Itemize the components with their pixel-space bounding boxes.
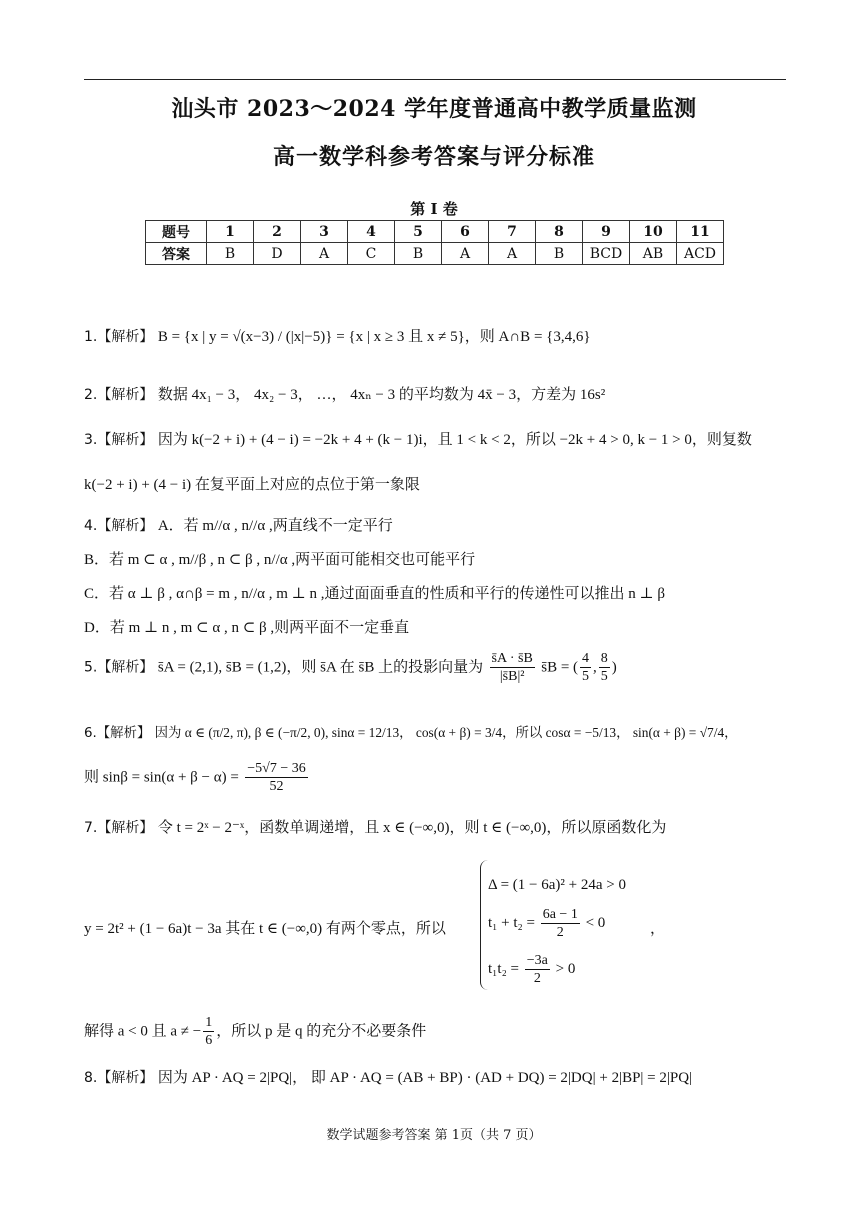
fraction-denominator: 6	[205, 1033, 213, 1048]
solution-1	[84, 325, 591, 346]
table-header-answer: 答案	[146, 243, 207, 265]
fraction-denominator: 2	[556, 925, 564, 940]
fraction-numerator: −3a	[526, 953, 548, 968]
answer-cell: A	[489, 243, 536, 265]
question-number-cell: 7	[489, 221, 536, 243]
fraction-numerator: s̄A · s̄B	[491, 651, 533, 666]
answer-cell: A	[301, 243, 348, 265]
solution-label: 8.【解析】	[84, 1070, 154, 1086]
answer-cell: D	[254, 243, 301, 265]
answer-cell: C	[348, 243, 395, 265]
answer-cell: A	[442, 243, 489, 265]
solution-text: 解得 a < 0 且 a ≠ −	[84, 1023, 202, 1040]
solution-2	[84, 383, 605, 404]
fraction-denominator: 2	[533, 971, 541, 986]
option-d-text: D．若 m ⊥ n , m ⊂ α , n ⊂ β ,则两平面不一定垂直	[84, 620, 410, 636]
answer-cell: BCD	[583, 243, 630, 265]
result-fraction	[245, 760, 307, 795]
question-number-cell: 6	[442, 221, 489, 243]
projection-fraction	[490, 650, 535, 685]
solution-8	[84, 1066, 692, 1087]
solution-text: k(−2 + i) + (4 − i) 在复平面上对应的点位于第一象限	[84, 477, 420, 493]
option-c-text: C．若 α ⊥ β , α∩β = m , n//α , m ⊥ n ,通过面面垂直的性质和平行的传递性可以推出 n ⊥ β	[84, 586, 666, 602]
answer-cell: B	[395, 243, 442, 265]
document-title: 汕头市 2023～2024 学年度普通高中教学质量监测	[171, 96, 697, 122]
fraction-denominator: 52	[269, 779, 284, 794]
fraction-denominator: |s̄B|²	[499, 669, 525, 684]
solution-4	[84, 514, 393, 535]
solution-3	[84, 428, 752, 449]
system-eq-3: t₁t₂ = $\frac{-3a}{2}$ > 0	[488, 953, 576, 986]
solution-5: 5.【解析】 s̄A = (2,1), s̄B = (1,2)，则 s̄A 在 s̄B 上的投影向量为 $\frac{s̄A \cdot s̄B}{\text{|s̄B|²}}$ s̄B = ( $\frac{4}{5}$ , $\frac{8}{5}$ )	[84, 651, 617, 684]
solution-label: 3.【解析】	[84, 432, 154, 448]
system-comma: ，	[650, 921, 666, 937]
answer-cell: B	[536, 243, 583, 265]
fraction-denominator: 5	[582, 669, 590, 684]
question-number-cell: 11	[677, 221, 724, 243]
solution-6	[84, 722, 738, 741]
solution-text: B = {x | y = √(x−3) / (|x|−5)} = {x | x ≥ 3 且 x ≠ 5}，则 A∩B = {3,4,6}	[157, 329, 591, 345]
page-footer: 数学试题参考答案 第 1页（共 7 页）	[326, 1128, 542, 1143]
question-number-cell: 10	[630, 221, 677, 243]
solution-text: s̄B = (	[541, 659, 579, 676]
answer-cell: AB	[630, 243, 677, 265]
solution-text: 令 t = 2ˣ − 2⁻ˣ，函数单调递增，且 x ∈ (−∞,0)，则 t ∈ (−∞,0)，所以原函数化为	[157, 820, 667, 836]
fraction-numerator: 4	[582, 651, 590, 666]
solution-text: 因为 k(−2 + i) + (4 − i) = −2k + 4 + (k − 1)i，且 1 < k < 2，所以 −2k + 4 > 0, k − 1 > 0，则复数	[157, 432, 752, 448]
answer-table	[145, 220, 724, 265]
solution-text: s̄A = (2,1), s̄B = (1,2)，则 s̄A 在 s̄B 上的投影向量为	[157, 659, 484, 676]
question-number-cell: 3	[301, 221, 348, 243]
answer-cell: ACD	[677, 243, 724, 265]
fraction-numerator: 6a − 1	[542, 907, 578, 922]
question-number-cell: 2	[254, 221, 301, 243]
solution-7	[84, 816, 666, 837]
header-rule	[84, 79, 786, 80]
document-subtitle: 高一数学科参考答案与评分标准	[272, 144, 595, 170]
solution-label: 2.【解析】	[84, 387, 154, 403]
solution-text: 数据 4x₁ − 3， 4x₂ − 3， …， 4xₙ − 3 的平均数为 4x̄ − 3，方差为 16s²	[157, 387, 606, 403]
solution-text: y = 2t² + (1 − 6a)t − 3a 其在 t ∈ (−∞,0) 有两个零点，所以	[84, 921, 446, 937]
solution-text: 则 sinβ = sin(α + β − α) =	[84, 769, 239, 786]
solution-label: 1.【解析】	[84, 329, 154, 345]
question-number-cell: 5	[395, 221, 442, 243]
question-number-cell: 8	[536, 221, 583, 243]
solution-label: 7.【解析】	[84, 820, 154, 836]
system-eq-1: Δ = (1 − 6a)² + 24a > 0	[488, 877, 626, 893]
solution-text: 因为 AP · AQ = 2|PQ|， 即 AP · AQ = (AB + BP) · (AD + DQ) = 2|DQ| + 2|BP| = 2|PQ|	[157, 1070, 693, 1086]
fraction-numerator: 1	[205, 1015, 213, 1030]
option-a-text: A．若 m//α , n//α ,两直线不一定平行	[157, 518, 393, 534]
question-number-cell: 4	[348, 221, 395, 243]
solution-3-cont	[84, 473, 420, 494]
solution-label: 6.【解析】	[84, 726, 151, 741]
solution-text: 因为 α ∈ (π/2, π), β ∈ (−π/2, 0), sinα = 12/13， cos(α + β) = 3/4，所以 cosα = −5/13， sin(α + β) = √7/4，	[154, 725, 738, 740]
solution-7-cont	[84, 917, 446, 938]
table-header-question: 题号	[146, 221, 207, 243]
fraction-denominator: 5	[600, 669, 608, 684]
solution-7-conclusion	[84, 1014, 426, 1049]
question-number-cell: 9	[583, 221, 630, 243]
solution-6-cont	[84, 760, 310, 795]
volume-heading: 第 I 卷	[410, 200, 458, 218]
option-b-text: B．若 m ⊂ α , m//β , n ⊂ β , n//α ,两平面可能相交也可能平行	[84, 552, 476, 568]
fraction-numerator: −5√7 − 36	[247, 761, 306, 776]
question-number-cell: 1	[207, 221, 254, 243]
solution-label: 4.【解析】	[84, 518, 154, 534]
answer-cell: B	[207, 243, 254, 265]
solution-text: ，所以 p 是 q 的充分不必要条件	[216, 1023, 427, 1040]
fraction-numerator: 8	[600, 651, 608, 666]
system-eq-2: t₁ + t₂ = $\frac{6a - 1}{2}$ < 0	[488, 907, 606, 940]
solution-label: 5.【解析】	[84, 659, 154, 676]
